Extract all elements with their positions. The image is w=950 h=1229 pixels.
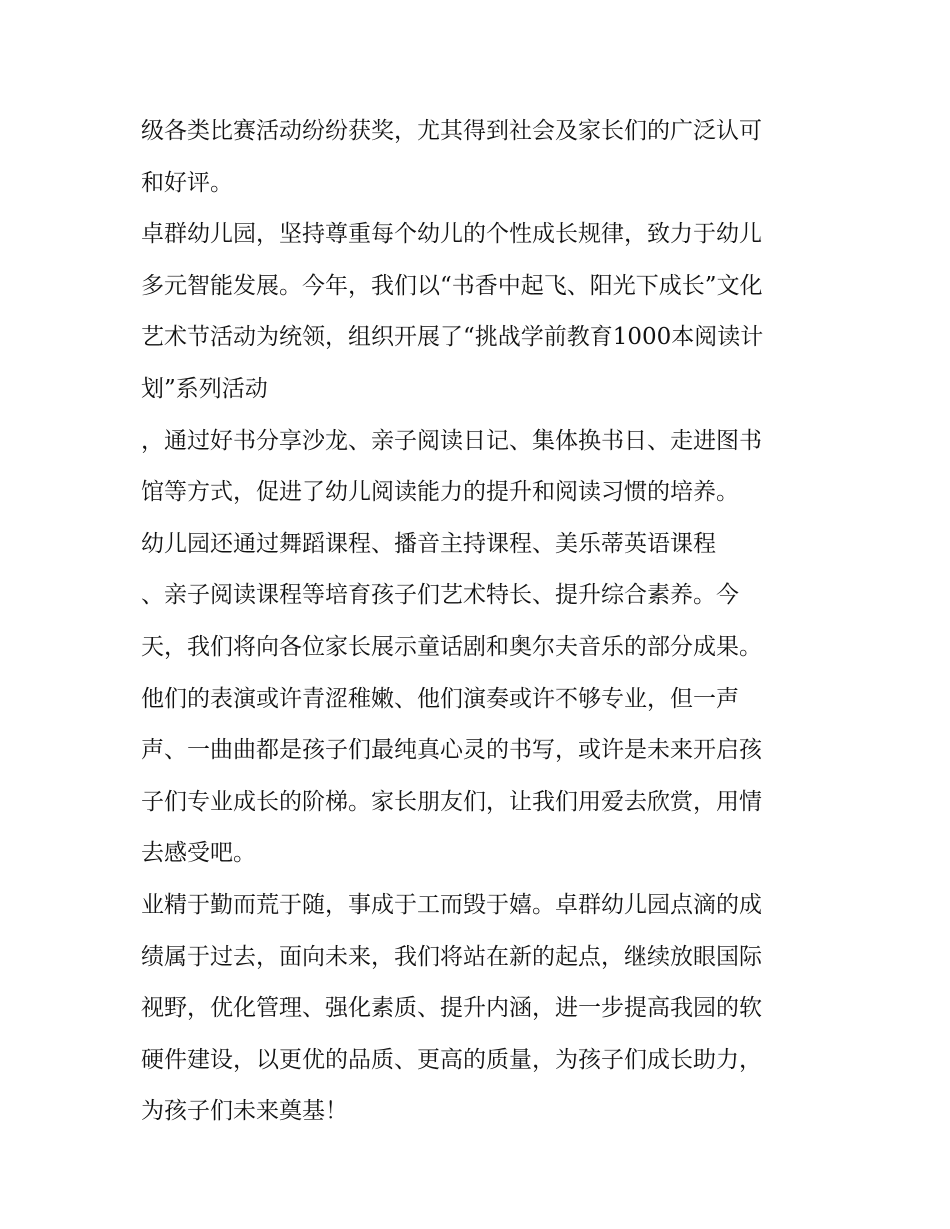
body-text <box>141 106 821 1138</box>
text-line: 卓群幼儿园，坚持尊重每个幼儿的个性成长规律，致力于幼儿 <box>141 221 762 248</box>
text-line: 和好评。 <box>141 169 233 196</box>
text-line: 级各类比赛活动纷纷获奖，尤其得到社会及家长们的广泛认可 <box>141 118 762 144</box>
text-line: 子们专业成长的阶梯。家长朋友们，让我们用爱去欣赏，用情 <box>141 788 762 815</box>
text-line: 幼儿园还通过舞蹈课程、播音主持课程、美乐蒂英语课程 <box>141 530 716 557</box>
text-line: 为孩子们未来奠基！ <box>141 1098 348 1125</box>
text-line: 天，我们将向各位家长展示童话剧和奥尔夫音乐的部分成果。 <box>141 633 762 660</box>
text-line: 划”系列活动 <box>141 375 268 402</box>
text-line: 视野，优化管理、强化素质、提升内涵，进一步提高我园的软 <box>141 995 762 1022</box>
text-line: 去感受吧。 <box>141 840 256 867</box>
text-line: 、亲子阅读课程等培育孩子们艺术特长、提升综合素养。今 <box>141 582 739 609</box>
text-line: 业精于勤而荒于随，事成于工而毁于嬉。卓群幼儿园点滴的成 <box>141 891 762 918</box>
text-line: 他们的表演或许青涩稚嫩、他们演奏或许不够专业，但一声 <box>141 685 739 712</box>
text-line: 艺术节活动为统领，组织开展了“挑战学前教育1000本阅读计 <box>141 324 764 351</box>
text-line: ，通过好书分享沙龙、亲子阅读日记、集体换书日、走进图书 <box>141 427 762 454</box>
text-line: 声、一曲曲都是孩子们最纯真心灵的书写，或许是未来开启孩 <box>141 737 762 764</box>
text-line: 硬件建设，以更优的品质、更高的质量，为孩子们成长助力， <box>141 1046 762 1073</box>
text-line: 绩属于过去，面向未来，我们将站在新的起点，继续放眼国际 <box>141 943 762 970</box>
text-line: 多元智能发展。今年，我们以“书香中起飞、阳光下成长”文化 <box>141 272 763 299</box>
text-line: 馆等方式，促进了幼儿阅读能力的提升和阅读习惯的培养。 <box>141 479 739 506</box>
